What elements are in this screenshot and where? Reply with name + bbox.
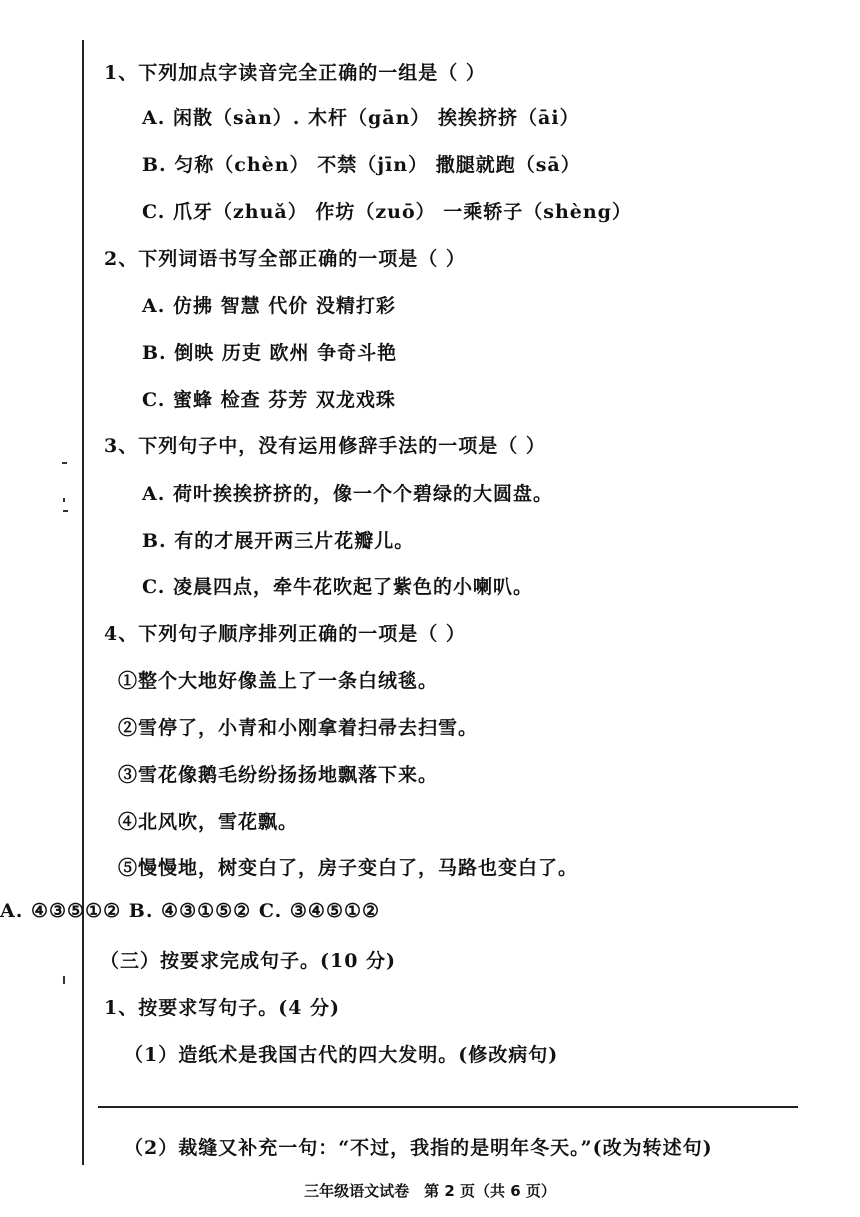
- question-2-option-b: B. 倒映 历吏 欧州 争奇斗艳: [142, 342, 398, 364]
- binding-mark: [63, 498, 65, 502]
- question-4-item-3: ③雪花像鹅毛纷纷扬扬地飘落下来。: [118, 764, 439, 786]
- page-footer: 三年级语文试卷 第 2 页（共 6 页）: [304, 1182, 556, 1200]
- section-3-sub-question-1: （1）造纸术是我国古代的四大发明。(修改病句): [124, 1044, 559, 1066]
- question-1-title: 1、下列加点字读音完全正确的一组是（ ）: [104, 62, 486, 84]
- answer-line: [98, 1106, 798, 1108]
- question-4-choice-c: C. ③④⑤①②: [258, 900, 381, 922]
- binding-mark: [62, 462, 67, 464]
- question-4-title: 4、下列句子顺序排列正确的一项是（ ）: [104, 623, 466, 645]
- question-2-title: 2、下列词语书写全部正确的一项是（ ）: [104, 248, 466, 270]
- question-2-option-a: A. 仿拂 智慧 代价 没精打彩: [142, 295, 396, 317]
- binding-mark: [63, 510, 68, 512]
- question-4-choice-b: B. ④③①⑤②: [128, 900, 252, 922]
- section-3-title: （三）按要求完成句子。(10 分): [100, 950, 397, 972]
- binding-margin-line: [82, 40, 84, 1165]
- question-3-option-c: C. 凌晨四点，牵牛花吹起了紫色的小喇叭。: [142, 576, 534, 598]
- question-4-choice-a: A. ④③⑤①②: [0, 900, 122, 922]
- section-3-question-1-title: 1、按要求写句子。(4 分): [104, 997, 341, 1019]
- question-3-title: 3、下列句子中，没有运用修辞手法的一项是（ ）: [104, 435, 546, 457]
- question-1-option-a: A. 闲散（sàn）. 木杆（gān） 挨挨挤挤（āi）: [142, 107, 580, 129]
- question-4-item-1: ①整个大地好像盖上了一条白绒毯。: [118, 670, 439, 692]
- question-4-item-5: ⑤慢慢地，树变白了，房子变白了，马路也变白了。: [118, 857, 579, 879]
- question-4-item-2: ②雪停了，小青和小刚拿着扫帚去扫雪。: [118, 717, 479, 739]
- question-1-option-b: B. 匀称（chèn） 不禁（jīn） 撒腿就跑（sā）: [142, 154, 581, 176]
- binding-mark: [63, 976, 65, 984]
- question-3-option-b: B. 有的才展开两三片花瓣儿。: [142, 530, 415, 552]
- question-2-option-c: C. 蜜蜂 检查 芬芳 双龙戏珠: [142, 389, 396, 411]
- question-4-choices: [0, 900, 860, 928]
- question-3-option-a: A. 荷叶挨挨挤挤的，像一个个碧绿的大圆盘。: [142, 483, 553, 505]
- section-3-sub-question-2: （2）裁缝又补充一句：“不过，我指的是明年冬天。”(改为转述句): [124, 1137, 713, 1159]
- question-1-option-c: C. 爪牙（zhuǎ） 作坊（zuō） 一乘轿子（shèng）: [142, 201, 632, 223]
- question-4-item-4: ④北风吹，雪花飘。: [118, 811, 299, 833]
